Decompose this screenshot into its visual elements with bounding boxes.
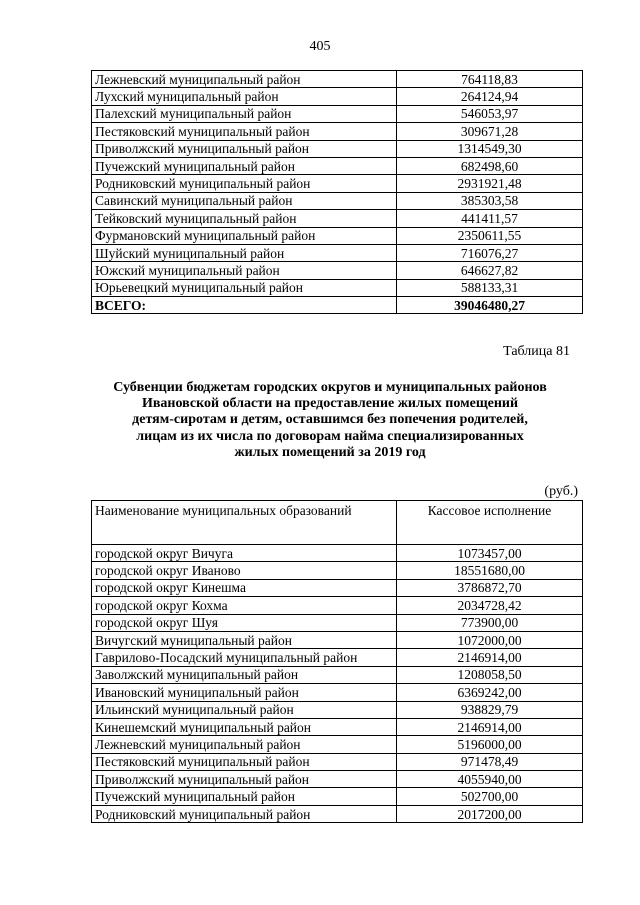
table-row [92,597,583,614]
row-value-cell: 773900,00 [397,614,583,631]
row-value-cell: 441411,57 [397,210,583,227]
row-value-cell: 971478,49 [397,753,583,770]
row-name-cell: городской округ Кинешма [92,579,397,596]
row-name-cell: Ивановский муниципальный район [92,684,397,701]
title-line-3: детям-сиротам и детям, оставшимся без попечения родителей, [132,412,528,428]
row-value-cell: 764118,83 [397,71,583,88]
table-row [92,753,583,770]
row-value-cell: 2931921,48 [397,175,583,192]
row-value-cell: 588133,31 [397,279,583,296]
row-name-cell: городской округ Кохма [92,597,397,614]
table-2 [91,500,583,823]
row-name-cell: Южский муниципальный район [92,262,397,279]
table-row [92,262,583,279]
table-row [92,71,583,88]
table-row [92,649,583,666]
table-row [92,545,583,562]
table-row [92,157,583,174]
table-row [92,244,583,261]
row-value-cell: 5196000,00 [397,736,583,753]
table-row [92,805,583,822]
table-row [92,192,583,209]
row-value-cell: 1314549,30 [397,140,583,157]
row-value-cell: 646627,82 [397,262,583,279]
title-line-1: Субвенции бюджетам городских округов и муниципальных районов [113,380,547,395]
row-value-cell: 2350611,55 [397,227,583,244]
table-row [92,227,583,244]
row-name-cell: Лежневский муниципальный район [92,736,397,753]
row-name-cell: Пестяковский муниципальный район [92,123,397,140]
table-row [92,684,583,701]
row-name-cell: Пестяковский муниципальный район [92,753,397,770]
header-name-cell: Наименование муниципальных образований [92,501,397,545]
row-name-cell: Кинешемский муниципальный район [92,718,397,735]
title-line-2: Ивановской области на предоставление жилых помещений [141,396,519,412]
row-value-cell: 546053,97 [397,105,583,122]
table-row [92,175,583,192]
table-row [92,279,583,296]
row-value-cell: 6369242,00 [397,684,583,701]
table-row [92,788,583,805]
row-name-cell: Савинский муниципальный район [92,192,397,209]
row-value-cell: 1072000,00 [397,631,583,648]
row-name-cell: городской округ Шуя [92,614,397,631]
row-value-cell: 1208058,50 [397,666,583,683]
header-value-cell: Кассовое исполнение [397,501,583,545]
row-name-cell: Вичугский муниципальный район [92,631,397,648]
table-row [92,736,583,753]
table-row [92,666,583,683]
row-value-cell: 385303,58 [397,192,583,209]
row-value-cell: 18551680,00 [397,562,583,579]
row-value-cell: 682498,60 [397,157,583,174]
table-row [92,140,583,157]
row-name-cell: Родниковский муниципальный район [92,805,397,822]
table-row [92,562,583,579]
row-value-cell: 264124,94 [397,88,583,105]
row-value-cell: 502700,00 [397,788,583,805]
row-value-cell: 1073457,00 [397,545,583,562]
row-name-cell: Приволжский муниципальный район [92,140,397,157]
table-row [92,123,583,140]
row-name-cell: Тейковский муниципальный район [92,210,397,227]
row-name-cell: Лежневский муниципальный район [92,71,397,88]
row-name-cell: Родниковский муниципальный район [92,175,397,192]
title-line-4: лицам из их числа по договорам найма специализированных [136,428,524,444]
table-row [92,210,583,227]
table-1 [91,70,583,314]
table-row [92,297,583,314]
row-value-cell: 4055940,00 [397,771,583,788]
table-row [92,718,583,735]
row-name-cell: Ильинский муниципальный район [92,701,397,718]
table-title [60,380,600,461]
row-name-cell: Гаврилово-Посадский муниципальный район [92,649,397,666]
table-row [92,614,583,631]
row-name-cell: Юрьевецкий муниципальный район [92,279,397,296]
row-value-cell: 716076,27 [397,244,583,261]
row-value-cell: 2017200,00 [397,805,583,822]
row-name-cell: ВСЕГО: [92,297,397,314]
table-row [92,105,583,122]
row-value-cell: 39046480,27 [397,297,583,314]
row-name-cell: Пучежский муниципальный район [92,788,397,805]
page-number: 405 [309,39,331,54]
row-name-cell: Фурмановский муниципальный район [92,227,397,244]
row-name-cell: Пучежский муниципальный район [92,157,397,174]
table-row [92,771,583,788]
row-name-cell: Приволжский муниципальный район [92,771,397,788]
table-2-header-row [92,501,583,545]
table-row [92,701,583,718]
row-value-cell: 2146914,00 [397,649,583,666]
row-value-cell: 2146914,00 [397,718,583,735]
row-value-cell: 309671,28 [397,123,583,140]
row-value-cell: 938829,79 [397,701,583,718]
row-name-cell: Заволжский муниципальный район [92,666,397,683]
table-row [92,88,583,105]
unit-label: (руб.) [544,484,578,499]
title-line-5: жилых помещений за 2019 год [234,444,426,460]
row-value-cell: 3786872,70 [397,579,583,596]
row-name-cell: городской округ Иваново [92,562,397,579]
table-row [92,631,583,648]
table-caption: Таблица 81 [503,344,570,359]
table-row [92,579,583,596]
row-name-cell: Палехский муниципальный район [92,105,397,122]
row-name-cell: городской округ Вичуга [92,545,397,562]
row-name-cell: Шуйский муниципальный район [92,244,397,261]
row-name-cell: Лухский муниципальный район [92,88,397,105]
row-value-cell: 2034728,42 [397,597,583,614]
